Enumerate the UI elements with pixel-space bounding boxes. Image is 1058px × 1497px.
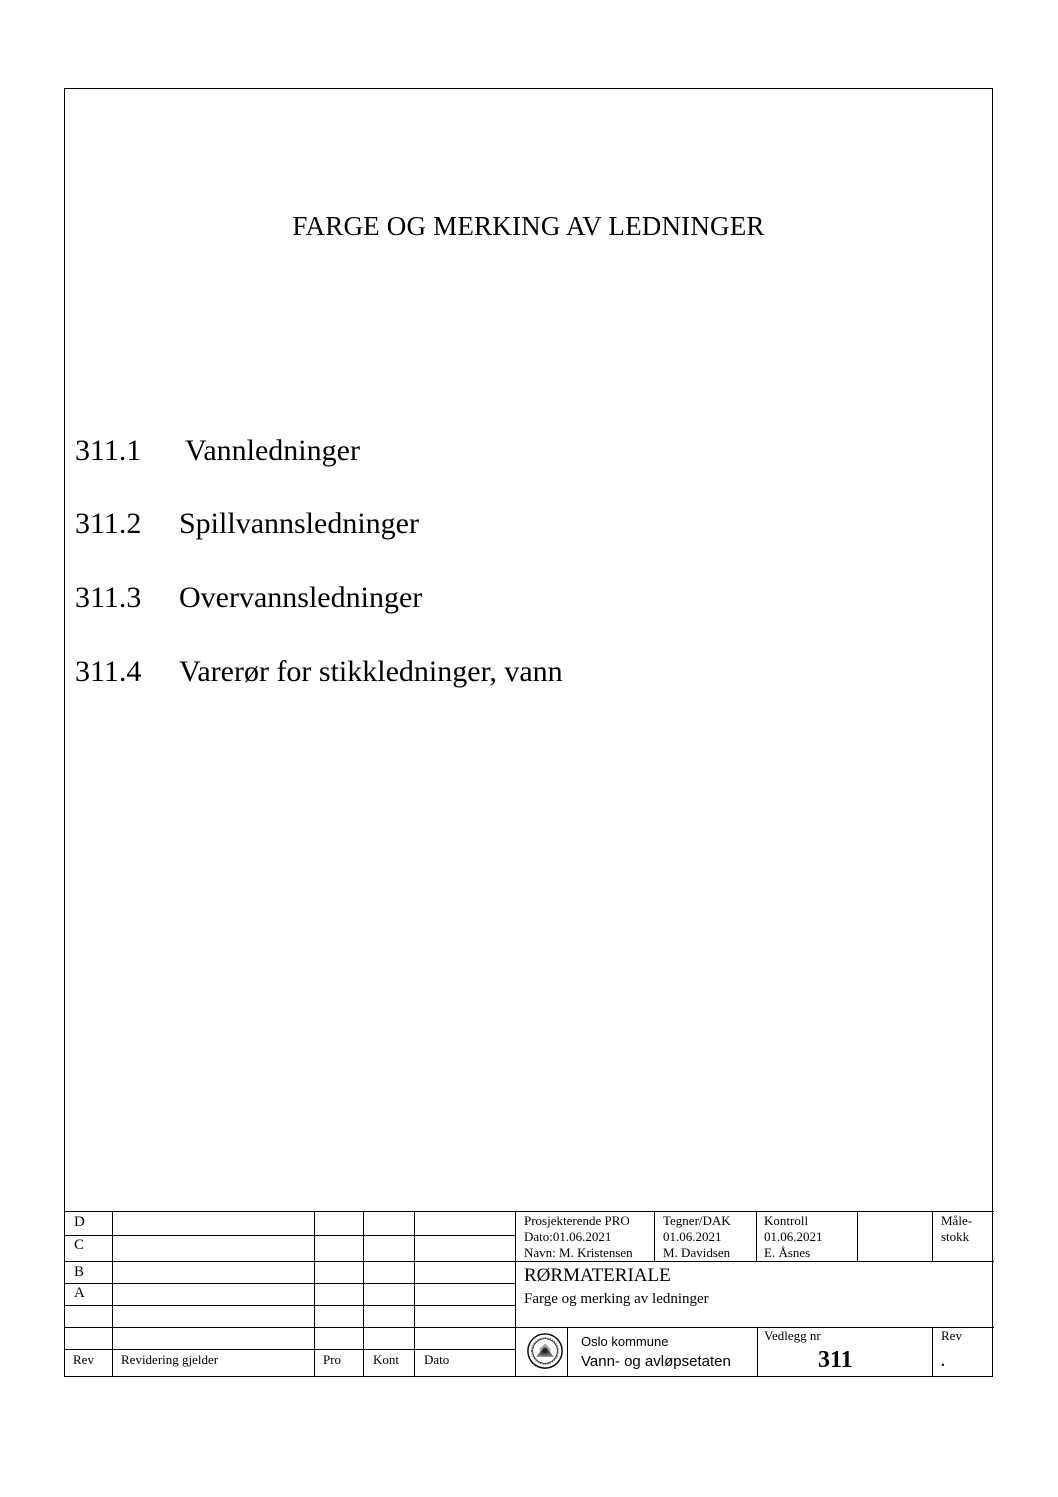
rev-value: .	[941, 1354, 945, 1370]
oslo-city-seal-icon	[526, 1332, 564, 1370]
drawing-frame	[64, 88, 993, 1377]
tegner-label: Tegner/DAK	[663, 1213, 731, 1228]
page-title: FARGE OG MERKING AV LEDNINGER	[292, 211, 765, 241]
title-block-line	[65, 1235, 515, 1236]
title-block-line	[65, 1327, 994, 1328]
prosjekterende-name: Navn: M. Kristensen	[524, 1245, 633, 1260]
toc-label: Varerør for stikkledninger, vann	[179, 655, 563, 688]
title-block-line	[932, 1327, 933, 1377]
rev-row-label: C	[74, 1237, 85, 1253]
title-block-line	[65, 1349, 515, 1350]
pro-header: Pro	[323, 1352, 342, 1367]
title-block-line	[314, 1211, 315, 1377]
rev-row-label: D	[74, 1214, 85, 1230]
title-block-line	[363, 1211, 364, 1377]
title-block-line	[756, 1211, 757, 1261]
title-block-line	[65, 1261, 994, 1262]
toc-number: 311.2	[75, 507, 142, 540]
toc-number: 311.4	[75, 655, 142, 688]
tegner-date: 01.06.2021	[663, 1229, 722, 1244]
rev-row-label: B	[74, 1264, 85, 1280]
project-title: RØRMATERIALE	[524, 1265, 671, 1286]
malestokk-label-2: stokk	[941, 1229, 970, 1244]
title-block-line	[932, 1211, 933, 1261]
title-block-line	[65, 1305, 515, 1306]
title-block-line	[757, 1327, 758, 1377]
title-block-line	[654, 1211, 655, 1261]
prosjekterende-label: Prosjekterende PRO	[524, 1213, 630, 1228]
title-block-line	[857, 1211, 858, 1261]
org-department: Vann- og avløpsetaten	[581, 1353, 731, 1370]
vedlegg-number: 311	[818, 1347, 853, 1373]
toc-label: Vannledninger	[185, 434, 360, 467]
dato-header: Dato	[424, 1352, 450, 1367]
toc-label: Spillvannsledninger	[179, 507, 419, 540]
prosjekterende-date: Dato:01.06.2021	[524, 1229, 612, 1244]
rev-header: Rev	[73, 1352, 94, 1367]
title-block-line	[567, 1327, 568, 1377]
org-name: Oslo kommune	[581, 1334, 669, 1349]
revision-header: Revidering gjelder	[121, 1352, 219, 1367]
title-block-line	[112, 1211, 113, 1377]
drawing-title: Farge og merking av ledninger	[524, 1291, 709, 1307]
rev-row-label: A	[74, 1285, 85, 1301]
kontroll-label: Kontroll	[764, 1213, 809, 1228]
title-block-line	[414, 1211, 415, 1377]
rev-label: Rev	[941, 1328, 962, 1343]
malestokk-label: Måle-	[941, 1213, 973, 1228]
kontroll-name: E. Åsnes	[764, 1245, 811, 1260]
tegner-name: M. Davidsen	[663, 1245, 731, 1260]
kont-header: Kont	[373, 1352, 399, 1367]
vedlegg-label: Vedlegg nr	[764, 1328, 821, 1343]
title-block-line	[65, 1211, 994, 1212]
title-block-line	[65, 1283, 515, 1284]
toc-label: Overvannsledninger	[179, 581, 423, 614]
title-block-line	[515, 1211, 516, 1377]
kontroll-date: 01.06.2021	[764, 1229, 823, 1244]
toc-number: 311.1	[75, 434, 142, 467]
toc-number: 311.3	[75, 581, 142, 614]
